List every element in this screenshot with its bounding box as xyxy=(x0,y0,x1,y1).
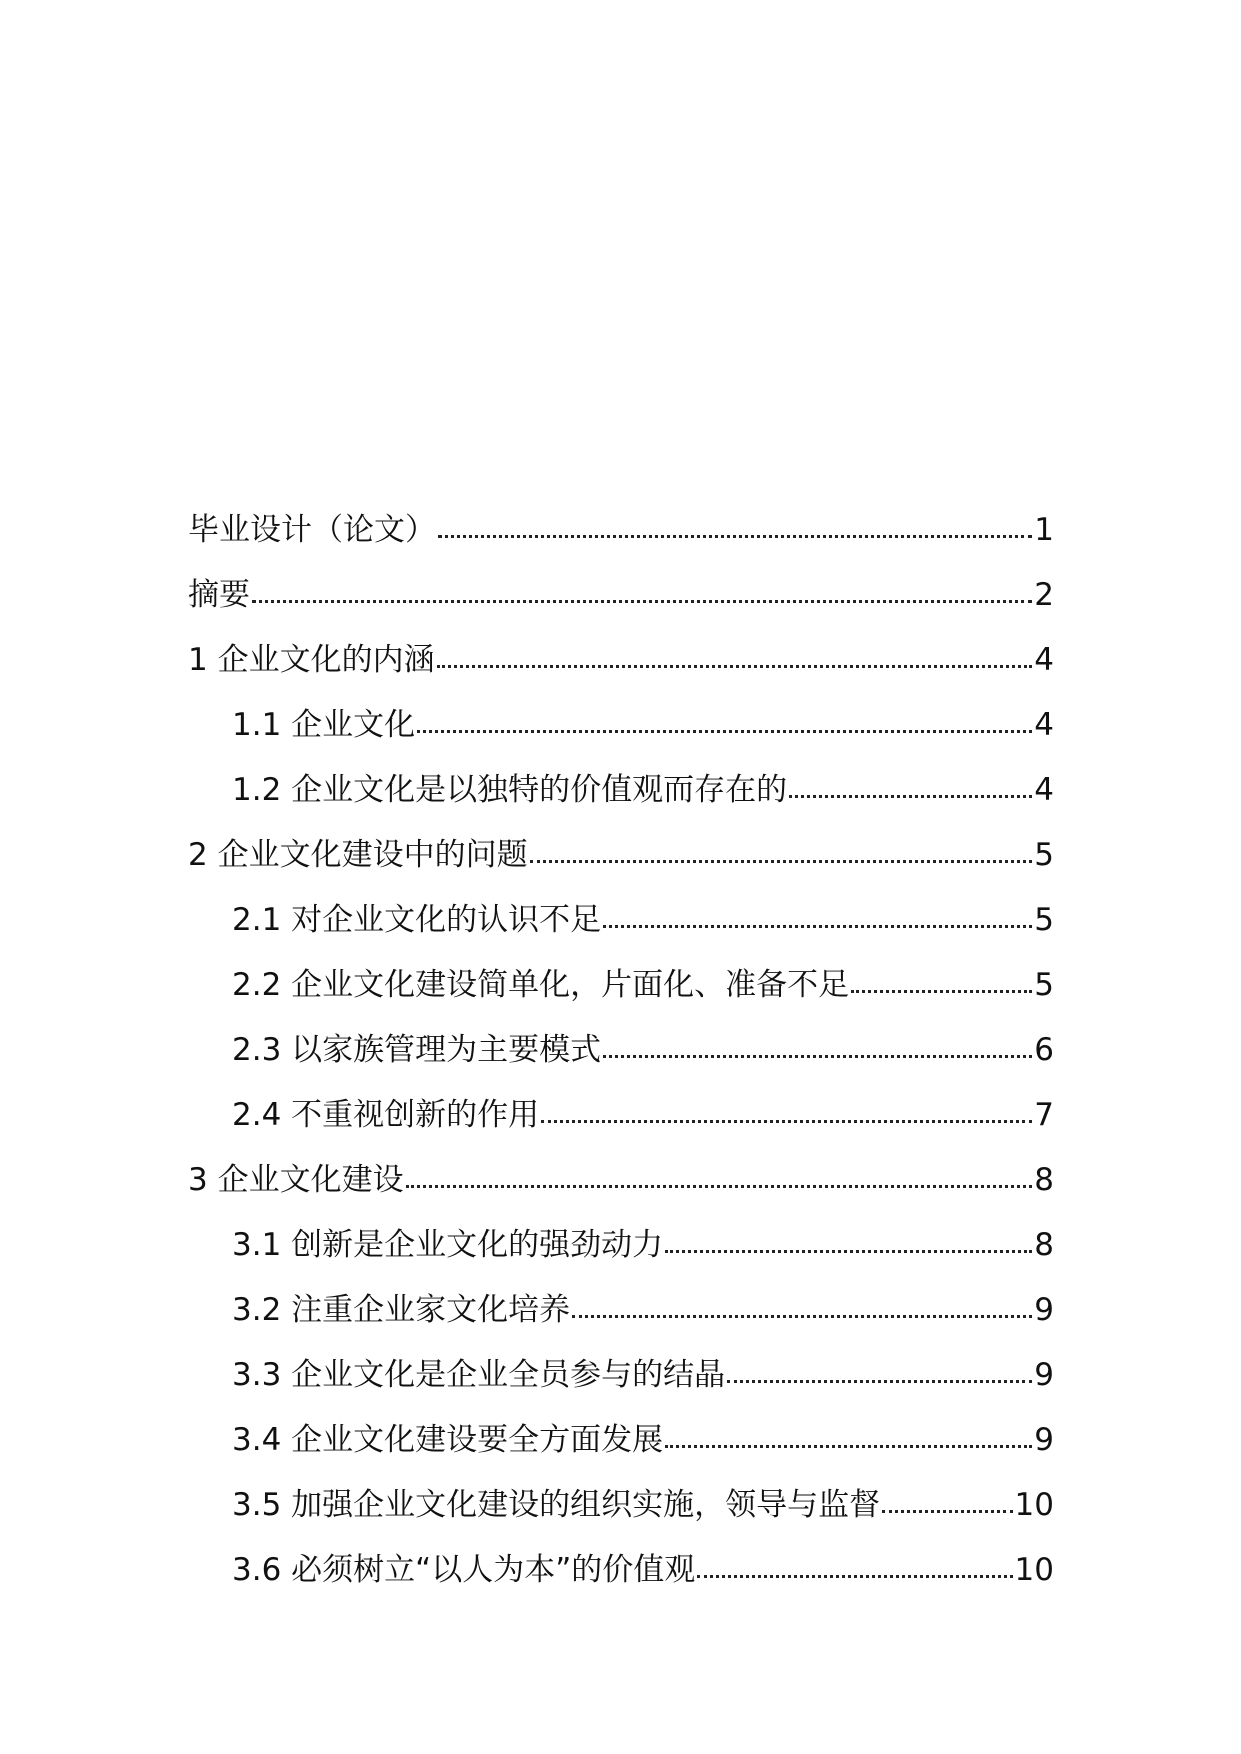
toc-dot-leader xyxy=(252,590,1032,603)
toc-page-number: 1 xyxy=(1034,512,1054,548)
toc-entry-section-3-2[interactable] xyxy=(188,1278,1054,1343)
toc-entry-label: 2 企业文化建设中的问题 xyxy=(188,837,528,873)
toc-page-number: 9 xyxy=(1034,1422,1054,1458)
toc-entry-section-2-3[interactable] xyxy=(188,1018,1054,1083)
toc-entry-label: 3.5 加强企业文化建设的组织实施，领导与监督 xyxy=(232,1487,881,1523)
toc-page-number: 2 xyxy=(1034,577,1054,613)
toc-entry-label: 3.4 企业文化建设要全方面发展 xyxy=(232,1422,664,1458)
toc-dot-leader xyxy=(882,1500,1012,1513)
toc-page-number: 5 xyxy=(1034,967,1054,1003)
toc-dot-leader xyxy=(603,1045,1032,1058)
toc-entry-label: 3.1 创新是企业文化的强劲动力 xyxy=(232,1227,664,1263)
toc-page-number: 10 xyxy=(1014,1552,1054,1588)
toc-entry-section-2-1[interactable] xyxy=(188,888,1054,953)
toc-page-number: 9 xyxy=(1034,1357,1054,1393)
toc-page-number: 5 xyxy=(1034,902,1054,938)
toc-entry-label: 2.3 以家族管理为主要模式 xyxy=(232,1032,602,1068)
toc-entry-label: 2.2 企业文化建设简单化，片面化、准备不足 xyxy=(232,967,850,1003)
toc-entry-section-2-2[interactable] xyxy=(188,953,1054,1018)
toc-entry-abstract[interactable] xyxy=(188,563,1054,628)
toc-entry-chapter-2[interactable] xyxy=(188,823,1054,888)
toc-entry-chapter-3[interactable] xyxy=(188,1148,1054,1213)
toc-entry-label: 3.3 企业文化是企业全员参与的结晶 xyxy=(232,1357,726,1393)
toc-entry-section-3-6[interactable] xyxy=(188,1538,1054,1603)
toc-entry-section-1-2[interactable] xyxy=(188,758,1054,823)
toc-page-number: 6 xyxy=(1034,1032,1054,1068)
toc-page-number: 8 xyxy=(1034,1162,1054,1198)
toc-dot-leader xyxy=(665,1240,1032,1253)
toc-entry-label: 3 企业文化建设 xyxy=(188,1162,404,1198)
toc-entry-label: 1.1 企业文化 xyxy=(232,707,416,743)
toc-entry-section-2-4[interactable] xyxy=(188,1083,1054,1148)
toc-entry-section-3-1[interactable] xyxy=(188,1213,1054,1278)
toc-entry-label: 2.1 对企业文化的认识不足 xyxy=(232,902,602,938)
toc-dot-leader xyxy=(789,785,1032,798)
toc-entry-label: 1 企业文化的内涵 xyxy=(188,642,435,678)
toc-page-number: 8 xyxy=(1034,1227,1054,1263)
toc-page-number: 7 xyxy=(1034,1097,1054,1133)
toc-dot-leader xyxy=(727,1370,1032,1383)
toc-dot-leader xyxy=(530,850,1033,863)
toc-dot-leader xyxy=(665,1435,1032,1448)
toc-entry-label: 摘要 xyxy=(188,577,250,613)
toc-dot-leader xyxy=(603,915,1032,928)
toc-page-number: 5 xyxy=(1034,837,1054,873)
toc-page-number: 4 xyxy=(1034,772,1054,808)
toc-entry-thesis[interactable] xyxy=(188,498,1054,563)
toc-dot-leader xyxy=(437,655,1033,668)
toc-dot-leader xyxy=(417,720,1032,733)
toc-dot-leader xyxy=(438,525,1032,538)
toc-entry-label: 2.4 不重视创新的作用 xyxy=(232,1097,540,1133)
toc-entry-label: 3.2 注重企业家文化培养 xyxy=(232,1292,571,1328)
toc-entry-label: 3.6 必须树立“以人为本”的价值观 xyxy=(232,1552,696,1588)
toc-page-number: 9 xyxy=(1034,1292,1054,1328)
toc-dot-leader xyxy=(572,1305,1032,1318)
toc-entry-label: 毕业设计（论文） xyxy=(188,512,436,548)
toc-entry-section-1-1[interactable] xyxy=(188,693,1054,758)
table-of-contents xyxy=(188,498,1054,1603)
toc-entry-section-3-5[interactable] xyxy=(188,1473,1054,1538)
toc-page-number: 4 xyxy=(1034,707,1054,743)
toc-dot-leader xyxy=(697,1565,1012,1578)
toc-dot-leader xyxy=(851,980,1032,993)
toc-dot-leader xyxy=(406,1175,1033,1188)
toc-dot-leader xyxy=(541,1110,1032,1123)
toc-entry-chapter-1[interactable] xyxy=(188,628,1054,693)
toc-page-number: 4 xyxy=(1034,642,1054,678)
toc-entry-section-3-4[interactable] xyxy=(188,1408,1054,1473)
toc-page-number: 10 xyxy=(1014,1487,1054,1523)
toc-entry-label: 1.2 企业文化是以独特的价值观而存在的 xyxy=(232,772,788,808)
toc-entry-section-3-3[interactable] xyxy=(188,1343,1054,1408)
